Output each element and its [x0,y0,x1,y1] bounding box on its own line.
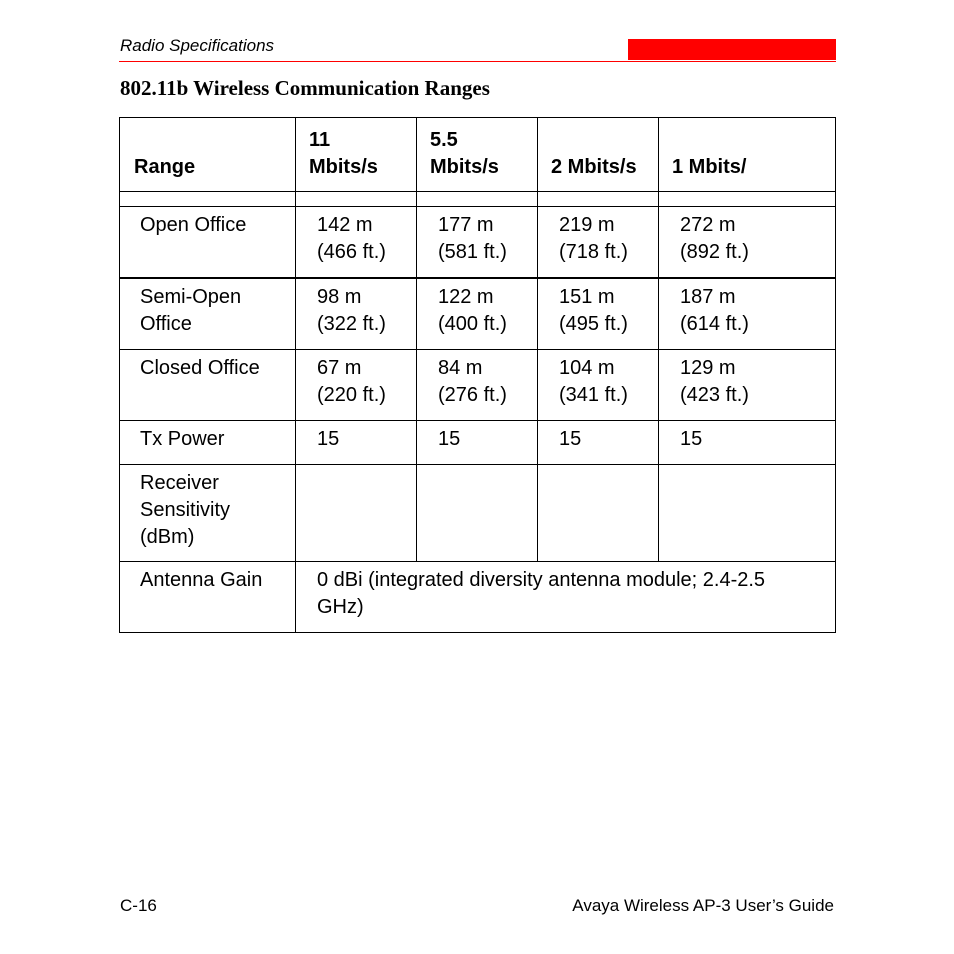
row-label: Tx Power [120,421,296,465]
table-cell [417,465,538,562]
column-header-line: 1 Mbits/ [672,156,747,178]
table-cell: 177 m (581 ft.) [417,207,538,279]
table-cell: 272 m (892 ft.) [659,207,836,279]
row-label: Receiver Sensitivity (dBm) [120,465,296,562]
header-accent-bar [628,39,836,60]
header-rule [119,61,836,62]
table-row-receiver-sensitivity [120,465,836,562]
row-label: Open Office [120,207,296,279]
running-header-title: Radio Specifications [120,36,275,55]
column-header-label: Range [134,156,196,178]
table-cell: 15 [538,421,659,465]
column-header-1mbps [659,118,836,192]
table-cell: 129 m (423 ft.) [659,350,836,421]
header-separator-row [120,192,836,207]
column-header-11mbps [296,118,417,192]
table-cell: 187 m (614 ft.) [659,278,836,350]
table-cell: 142 m (466 ft.) [296,207,417,279]
column-header-line: 11 [309,129,331,151]
table-cell [296,465,417,562]
column-header-line: 5.5 [430,129,458,151]
table-row-tx-power [120,421,836,465]
table-row-semi-open-office [120,278,836,350]
table-cell-merged: 0 dBi (integrated diversity antenna module; 2.4-2.5 GHz) [296,562,836,633]
table-cell: 67 m (220 ft.) [296,350,417,421]
table-cell: 15 [296,421,417,465]
section-heading: 802.11b Wireless Communication Ranges [120,76,490,100]
table-row-antenna-gain [120,562,836,633]
table-header-row [120,118,836,192]
table-cell: 98 m (322 ft.) [296,278,417,350]
table-cell: 84 m (276 ft.) [417,350,538,421]
table-cell [659,465,836,562]
table-row-open-office [120,207,836,279]
table-row-closed-office [120,350,836,421]
row-label: Semi-Open Office [120,278,296,350]
column-header-range [120,118,296,192]
column-header-5-5mbps [417,118,538,192]
column-header-line: Mbits/s [430,156,499,178]
table-cell: 219 m (718 ft.) [538,207,659,279]
table-cell: 122 m (400 ft.) [417,278,538,350]
column-header-line: 2 Mbits/s [551,156,637,178]
table-cell: 15 [417,421,538,465]
running-footer-title: Avaya Wireless AP-3 User’s Guide [572,896,834,915]
table-cell: 15 [659,421,836,465]
table-cell: 151 m (495 ft.) [538,278,659,350]
row-label: Antenna Gain [120,562,296,633]
column-header-line: Mbits/s [309,156,378,178]
row-label: Closed Office [120,350,296,421]
table-cell [538,465,659,562]
page-number: C-16 [120,896,157,915]
ranges-table [119,117,836,633]
column-header-2mbps [538,118,659,192]
table-cell: 104 m (341 ft.) [538,350,659,421]
